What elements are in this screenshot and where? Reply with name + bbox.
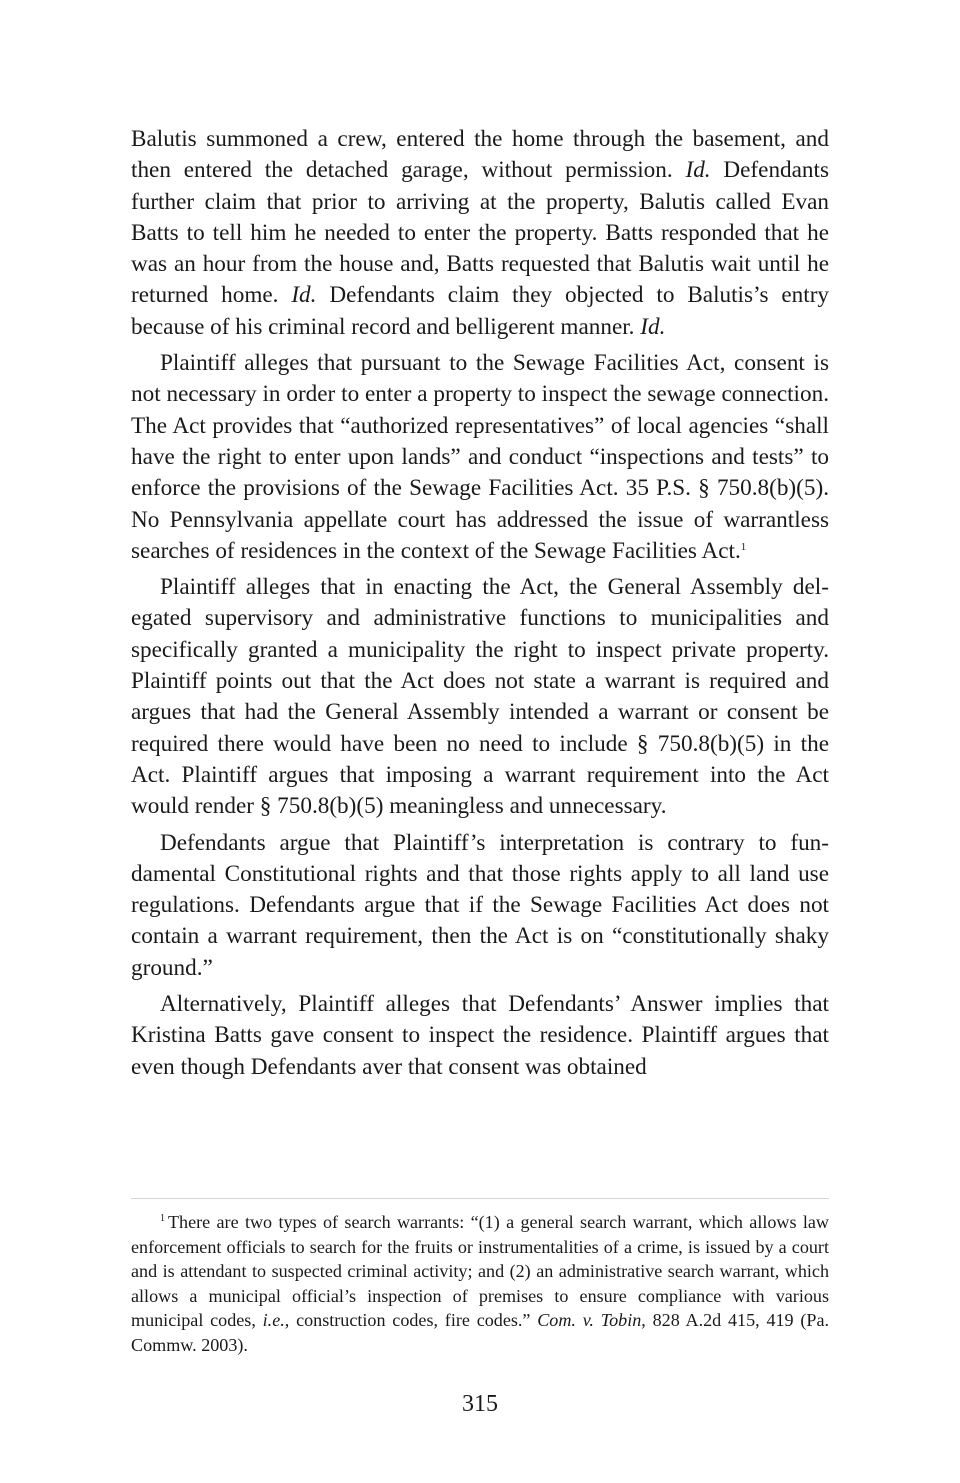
citation-id: Id. bbox=[640, 313, 666, 340]
paragraph-1-text-b: Defendants further claim that prior to arriving at the property, Balutis called Evan Batts to tell him he needed to enter the property. Batts responded that he was an hour from the house and, Batts requested that Balutis wait until he returned home. bbox=[131, 157, 829, 309]
page-number: 315 bbox=[462, 1391, 498, 1417]
paragraph-2 bbox=[131, 348, 829, 567]
footnote-text: There are two types of search warrants: “(1) a general search warrant, which allows law enforcement officials to search for the fruits or instrumentalities of a crime, is issued by a court and is attendant to suspected criminal activity; and (2) an administrative search warrant, which allows a municipal official’s inspection of premises to ensure compliance with various municipal codes, bbox=[131, 1212, 829, 1331]
footnote-marker: 1 bbox=[160, 1213, 165, 1224]
footnote-ie: i.e. bbox=[262, 1310, 285, 1331]
page-body bbox=[131, 124, 829, 1083]
footnote bbox=[131, 1210, 829, 1358]
paragraph-5: Alternatively, Plaintiff alleges that Defendants’ Answer implies that Kristina Batts gave consent to inspect the residence. Plaintiff argues that even though Defendants aver that consent was obtained bbox=[131, 991, 829, 1080]
citation-id: Id. bbox=[291, 282, 317, 309]
footnote-text-c: , 828 A.2d 415, 419 (Pa. Commw. 2003). bbox=[131, 1310, 830, 1355]
paragraph-4: Defendants argue that Plaintiff’s interpretation is contrary to fundamental Constitutional rights and that those rights apply to all land use regulations. Defendants argue that if the Sewage Facilities Act does not contain a warrant requirement, then the Act is on “constitutionally shaky ground.” bbox=[131, 829, 829, 981]
paragraph-3: Plaintiff alleges that in enacting the Act, the General Assembly delegated supervisory and administrative functions to municipalities and specifically granted a municipality the right to inspect private property. Plaintiff points out that the Act does not state a warrant is required and argues that had the General Assembly intended a warrant or consent be required there would have been no need to include § 750.8(b)(5) in the Act. Plaintiff argues that imposing a warrant requirement into the Act would render § 750.8(b)(5) meaningless and unnecessary. bbox=[131, 574, 829, 820]
footnote-case-name: Com. v. Tobin bbox=[537, 1310, 642, 1331]
footnote-reference[interactable]: 1 bbox=[740, 540, 747, 553]
paragraph-1-text: Balutis summoned a crew, entered the home through the basement, and then entered the detached garage, without permission. bbox=[131, 126, 829, 184]
footnote-divider bbox=[131, 1198, 829, 1199]
citation-id: Id. bbox=[685, 157, 711, 184]
footnote-text-b: , construction codes, fire codes.” bbox=[284, 1310, 538, 1331]
paragraph-2-text: Plaintiff alleges that pursuant to the Sewage Facilities Act, consent is not necessary in order to enter a property to inspect the sewage connection. The Act provides that “authorized representatives” of local agencies “shall have the right to enter upon lands” and conduct “inspections and tests” to enforce the provisions of the Sewage Facilities Act. 35 P.S. § 750.8(b)(5). No Pennsylvania appellate court has addressed the issue of warrantless searches of residences in the context of the Sewage Facilities Act. bbox=[131, 350, 829, 564]
paragraph-1-text-c: Defendants claim they objected to Balutis’s entry because of his criminal record and belligerent manner. bbox=[131, 282, 830, 340]
paragraph-1 bbox=[131, 124, 829, 343]
